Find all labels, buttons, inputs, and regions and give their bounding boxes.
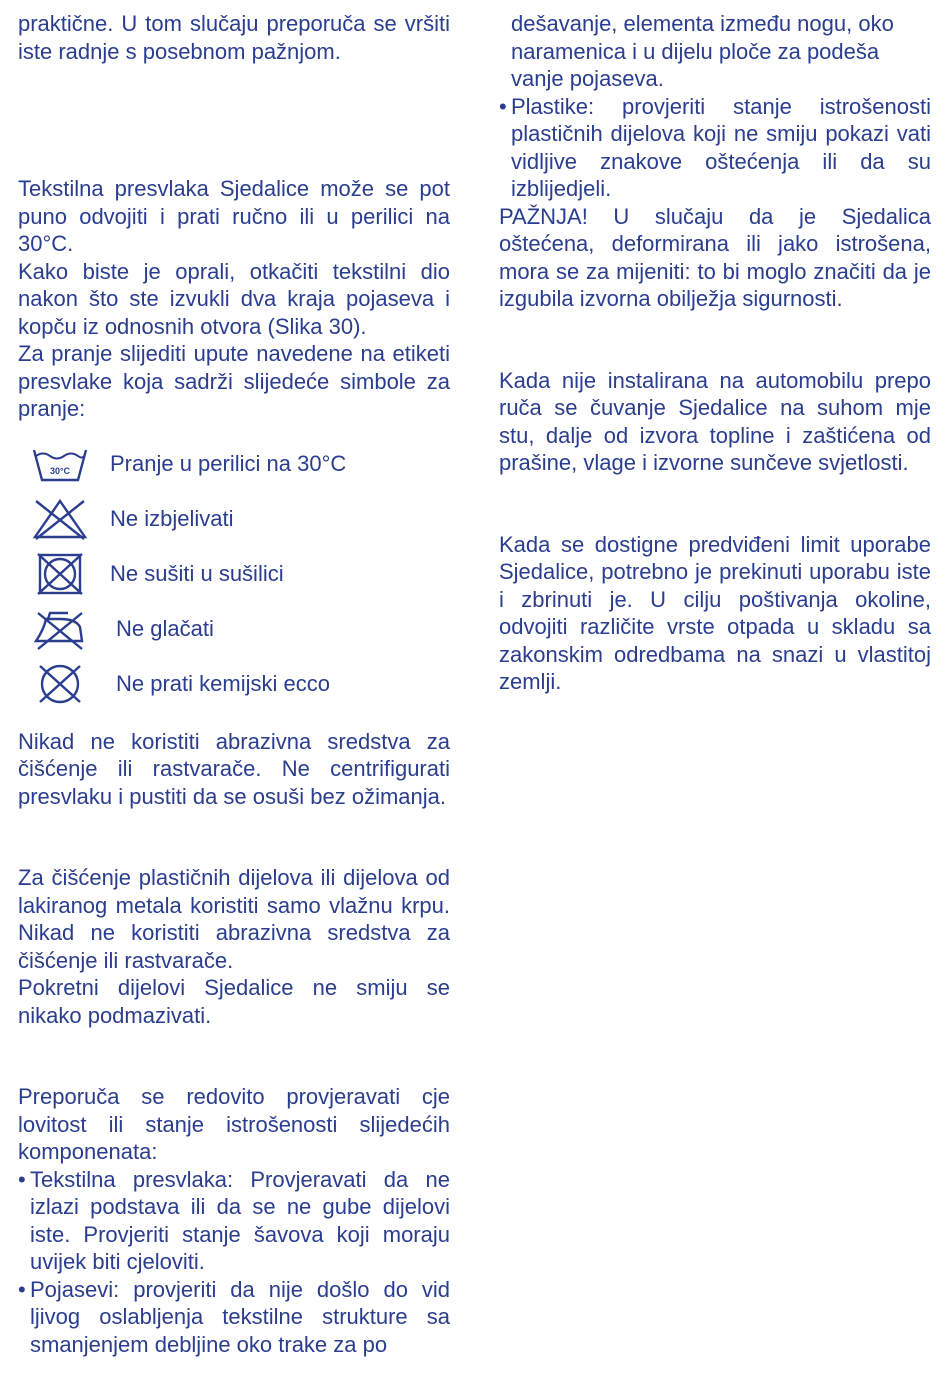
paragraph-warning: PAŽNJA! U slučaju da je Sjedalica oštećena, deformirana ili jako istrošena, mora se za mijeniti: to bi moglo značiti da je izgubila izvorna obilježja sigurnosti. (499, 203, 931, 311)
paragraph-no-lubrication: Pokretni dijelovi Sjedalice ne smiju se nikako podmazivati. (18, 975, 450, 1028)
paragraph-washing-label: Za pranje slijediti upute navedene na etiketi presvlake koja sadrži slijedeće simbole za pranje: (18, 341, 450, 421)
care-row-no-iron (18, 602, 450, 657)
no-tumble-dry-icon (30, 552, 90, 596)
paragraph-storage: Kada nije instalirana na automobilu prepo ruča se čuvanje Sjedalice na suhom mje stu, dalje od izvora topline i zaštićena od prašine, vlage i izvorne sunčeve svjetlosti. (499, 367, 931, 475)
care-row-no-bleach (18, 492, 450, 547)
wash-temp-label: 30°C (49, 466, 71, 476)
components-list-continued (499, 93, 931, 203)
left-column (18, 10, 450, 1358)
paragraph-plastic-cleaning: Za čišćenje plastičnih dijelova ili dijelova od lakiranog metala koristiti samo vlažnu krpu. Nikad ne koristiti abrazivna sredstva za čišćenje ili rastvarače. (18, 865, 450, 973)
care-row-wash (18, 437, 450, 492)
care-label-no-iron: Ne glačati (116, 616, 214, 642)
care-label-no-tumble-dry: Ne sušiti u sušilici (110, 561, 284, 587)
paragraph-check-components: Preporuča se redovito provjeravati cje lovitost ili stanje istrošenosti slijedećih komponenata: (18, 1084, 450, 1164)
care-label-no-dry-clean: Ne prati kemijski ecco (116, 671, 330, 697)
paragraph-no-abrasives: Nikad ne koristiti abrazivna sredstva za čišćenje ili rastvarače. Ne centrifigurati presvlaku i pustiti da se osuši bez ožimanja. (18, 728, 450, 809)
paragraph-washing-howto: Kako biste je oprali, otkačiti tekstilni dio nakon što ste izvukli dva kraja pojaseva i kopču iz odnosnih otvora (Slika 30). (18, 258, 450, 339)
care-symbols-list (18, 437, 450, 712)
paragraph-disposal: Kada se dostigne predviđeni limit uporabe Sjedalice, potrebno je prekinuti uporabu iste i zbrinuti je. U cilju poštivanja okoline, odvojiti različite vrste otpada u skladu sa zakonskim odredbama na snazi u vlastitoj zemlji. (499, 531, 931, 694)
wash-30-icon (30, 442, 90, 486)
paragraph-practical: praktične. U tom slučaju preporuča se vršiti iste radnje s posebnom pažnjom. (18, 11, 450, 64)
paragraph-fabric-cover: Tekstilna presvlaka Sjedalice može se pot puno odvojiti i prati ručno ili u perilici na 30°C. (18, 176, 450, 256)
care-label-no-bleach: Ne izbjelivati (110, 506, 234, 532)
care-label-wash: Pranje u perilici na 30°C (110, 451, 347, 477)
care-row-no-dry-clean (18, 657, 450, 712)
paragraph-belts-continued: dešavanje, elementa između nogu, oko naramenica i u dijelu ploče za podeša vanje pojaseva. (511, 11, 894, 91)
list-item-fabric-cover: • Tekstilna presvlaka: Provjeravati da ne izlazi podstava ili da se ne gube dijelovi iste. Provjeriti stanje šavova koji moraju uvijek biti cjeloviti. (18, 1166, 450, 1276)
no-dry-clean-icon (30, 662, 90, 706)
no-bleach-icon (30, 497, 90, 541)
no-iron-icon (30, 607, 90, 651)
list-item-belts: • Pojasevi: provjeriti da nije došlo do vid ljivog oslabljenja tekstilne strukture sa smanjenjem debljine oko trake za po (18, 1276, 450, 1359)
right-column (499, 10, 931, 696)
components-list (18, 1166, 450, 1359)
care-row-no-tumble-dry (18, 547, 450, 602)
list-item-plastics: • Plastike: provjeriti stanje istrošenosti plastičnih dijelova koji ne smiju pokazi vati vidljive znakove oštećenja ili da su izblijedjeli. (499, 93, 931, 203)
